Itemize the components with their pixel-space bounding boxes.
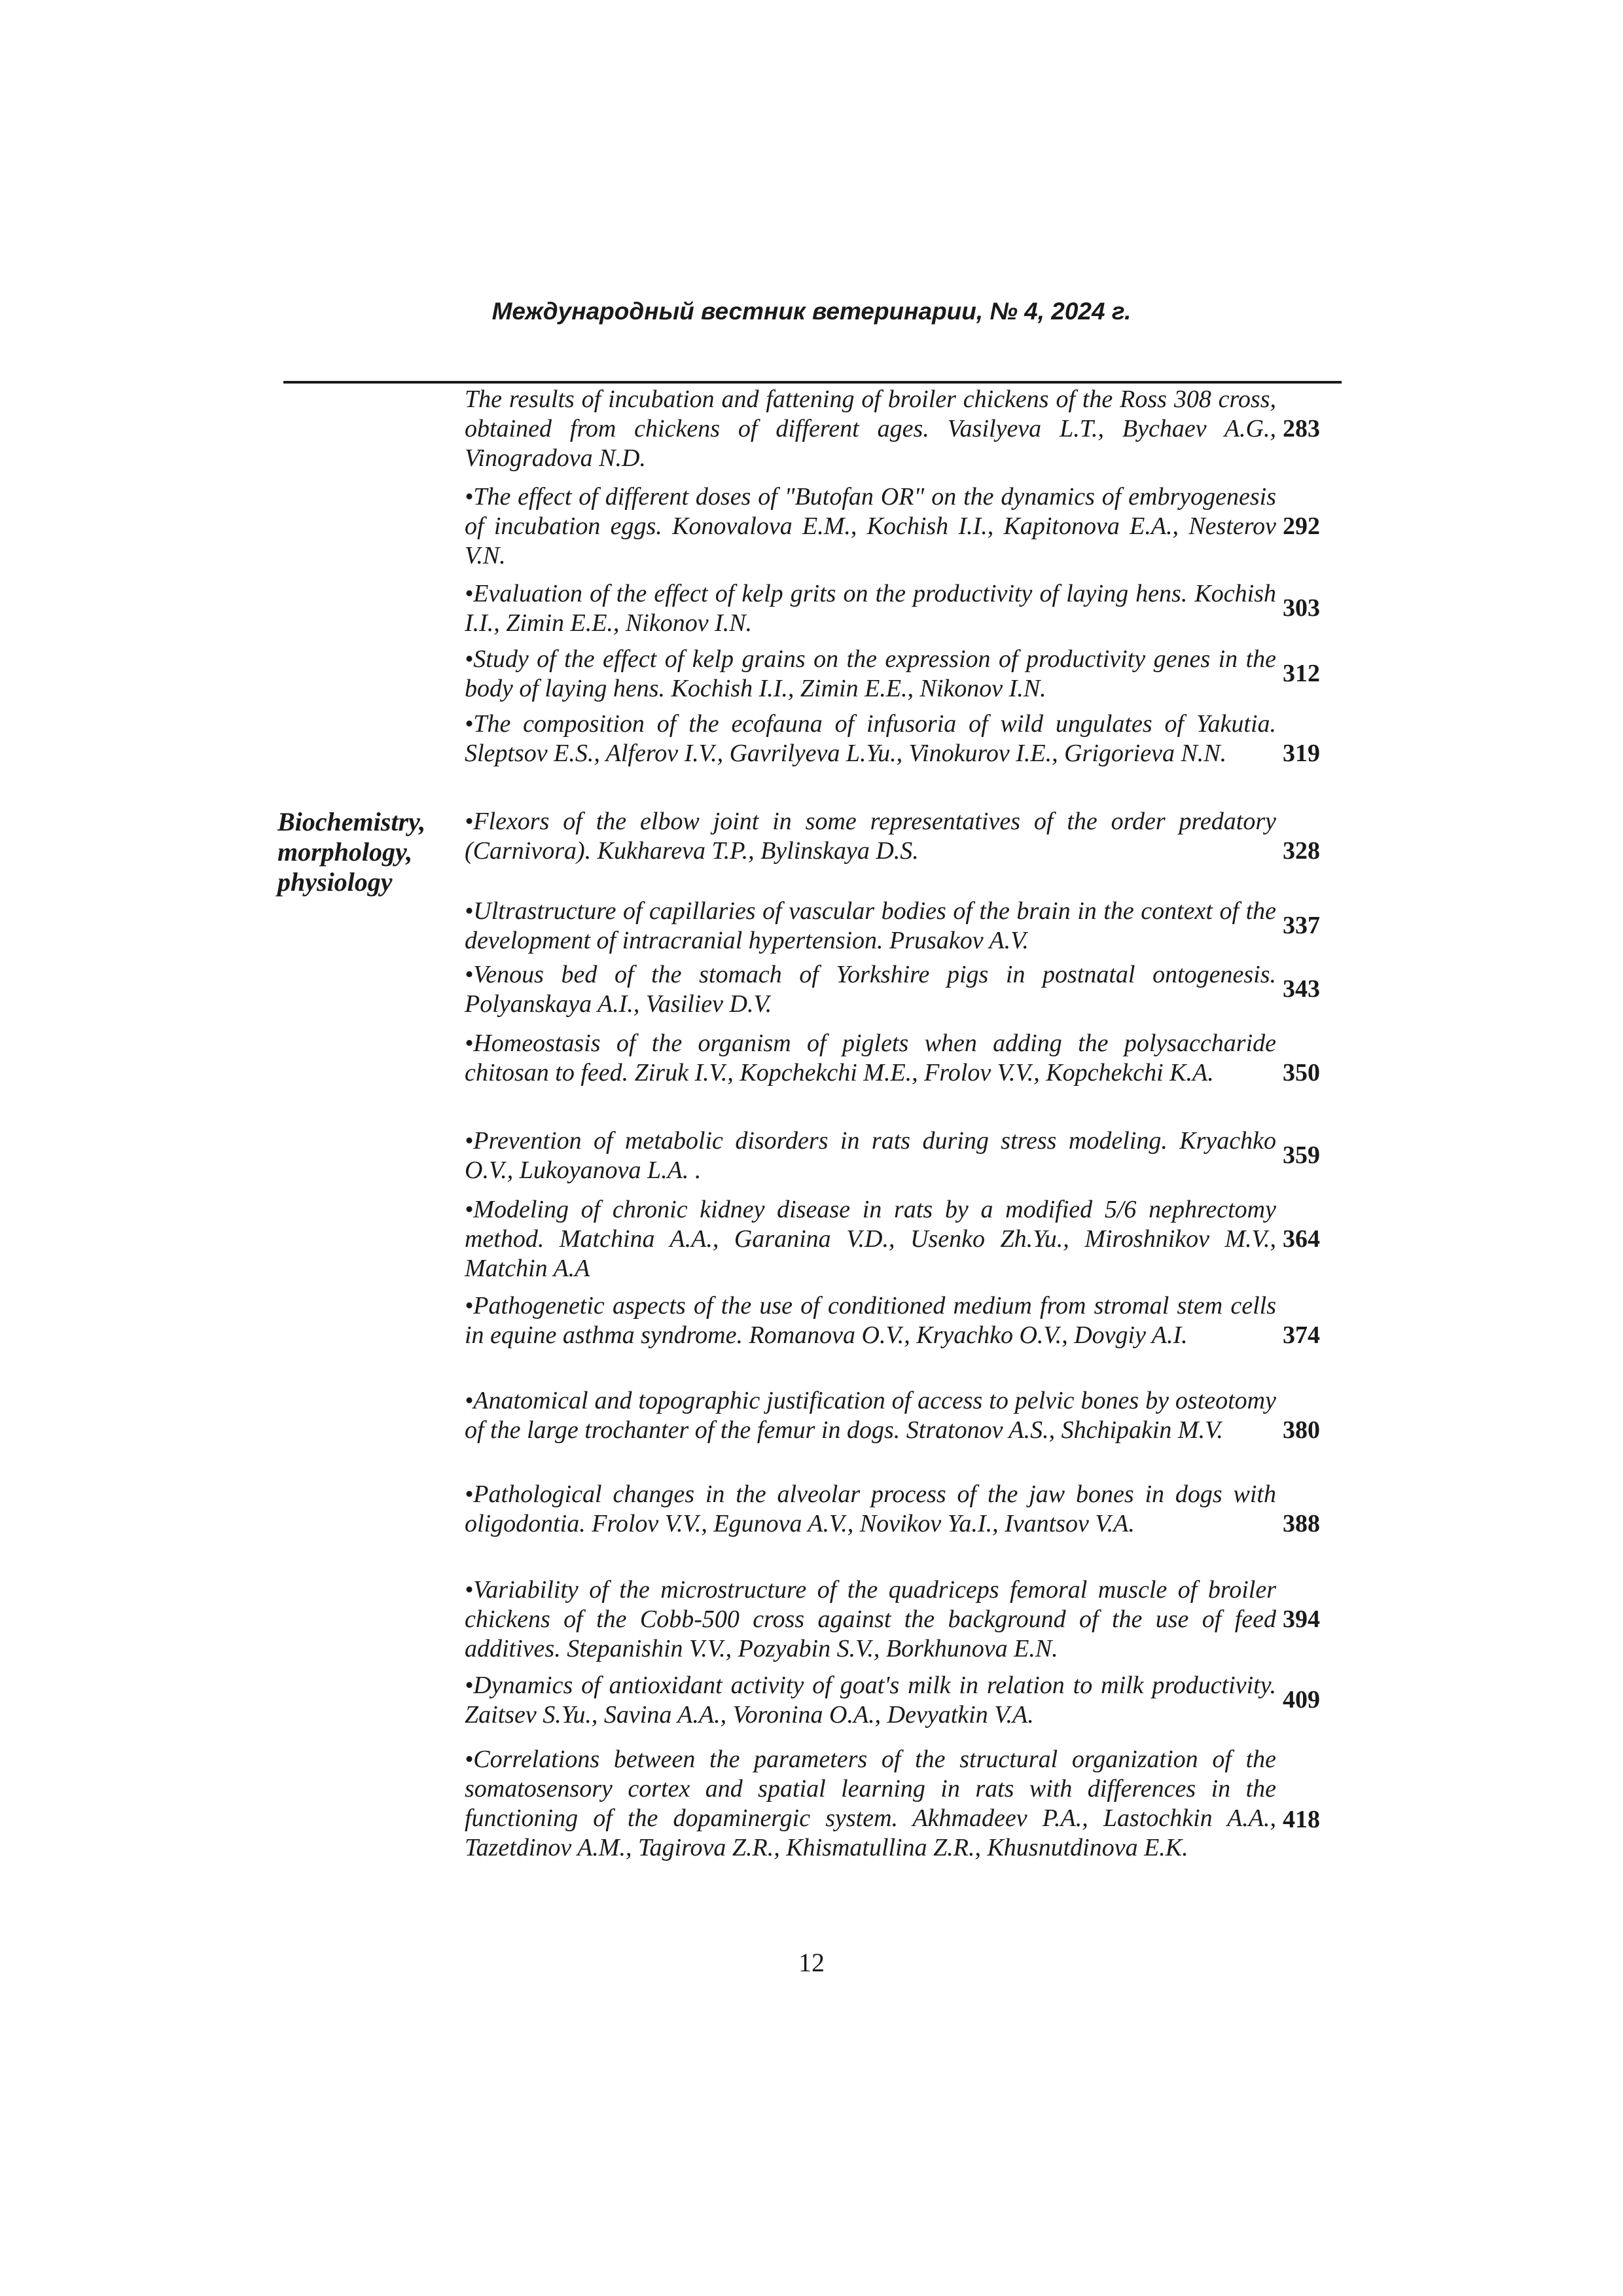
entry-page-number: 359 <box>1283 1141 1320 1169</box>
entry-page-number: 418 <box>1283 1806 1320 1833</box>
entry-text: •Prevention of metabolic disorders in rats during stress modeling. Kryachko O.V., Lukoyanova L.A. . <box>465 1127 1276 1184</box>
contents-entry <box>465 1575 1320 1664</box>
entry-text: •Evaluation of the effect of kelp grits on the productivity of laying hens. Kochish I.I., Zimin E.E., Nikonov I.N. <box>465 580 1276 637</box>
section-label: Biochemistry, morphology, physiology <box>277 807 426 897</box>
contents-entry <box>465 1126 1320 1185</box>
entry-text: •Pathological changes in the alveolar process of the jaw bones in dogs with oligodontia. Frolov V.V., Egunova A.V., Novikov Ya.I., Ivantsov V.A. <box>465 1480 1276 1537</box>
entry-page-number: 364 <box>1283 1225 1320 1253</box>
entry-page-number: 303 <box>1283 594 1320 622</box>
entry-page-number: 388 <box>1283 1510 1320 1537</box>
contents-entry <box>465 1480 1320 1539</box>
contents-entry <box>465 1029 1320 1088</box>
contents-entry <box>465 709 1320 768</box>
entry-text: •The effect of different doses of "Butofan OR" on the dynamics of embryogenesis of incubation eggs. Konovalova E.M., Kochish I.I., Kapitonova E.A., Nesterov V.N. <box>465 483 1276 569</box>
entry-text: •The composition of the ecofauna of infusoria of wild ungulates of Yakutia. Sleptsov E.S., Alferov I.V., Gavrilyeva L.Yu., Vinokurov I.E., Grigorieva N.N. <box>465 710 1276 767</box>
contents-entry <box>465 1671 1320 1730</box>
contents-entry <box>465 385 1320 473</box>
contents-entry <box>465 645 1320 704</box>
entry-text: •Homeostasis of the organism of piglets when adding the polysaccharide chitosan to feed. Ziruk I.V., Kopchekchi M.E., Frolov V.V., Kopchekchi K.A. <box>465 1030 1276 1086</box>
entry-page-number: 292 <box>1283 512 1320 540</box>
contents-entry <box>465 807 1320 866</box>
entry-text: •Venous bed of the stomach of Yorkshire pigs in postnatal ontogenesis. Polyanskaya A.I., Vasiliev D.V. <box>465 961 1276 1018</box>
entry-page-number: 283 <box>1283 415 1320 442</box>
entry-page-number: 374 <box>1283 1321 1320 1349</box>
entry-text: •Pathogenetic aspects of the use of conditioned medium from stromal stem cells in equine asthma syndrome. Romanova O.V., Kryachko O.V., Dovgiy A.I. <box>465 1292 1276 1349</box>
entry-text: •Modeling of chronic kidney disease in rats by a modified 5/6 nephrectomy method. Matchina A.A., Garanina V.D., Usenko Zh.Yu., Miroshnikov M.V., Matchin A.A <box>465 1196 1276 1282</box>
entry-page-number: 337 <box>1283 912 1320 939</box>
contents-entry <box>465 482 1320 571</box>
contents-entry <box>465 1386 1320 1445</box>
contents-entry <box>465 1291 1320 1350</box>
entry-text: •Flexors of the elbow joint in some representatives of the order predatory (Carnivora). Kukhareva T.P., Bylinskaya D.S. <box>465 808 1276 865</box>
entry-page-number: 350 <box>1283 1059 1320 1086</box>
contents-entry <box>465 1745 1320 1863</box>
entry-text: •Dynamics of antioxidant activity of goat's milk in relation to milk productivity. Zaitsev S.Yu., Savina A.A., Voronina O.A., Devyatkin V.A. <box>465 1672 1276 1729</box>
entry-page-number: 380 <box>1283 1416 1320 1444</box>
entry-text: The results of incubation and fattening of broiler chickens of the Ross 308 cross, obtained from chickens of different ages. Vasilyeva L.T., Bychaev A.G., Vinogradova N.D. <box>465 386 1276 472</box>
entry-text: •Correlations between the parameters of the structural organization of the somatosensory cortex and spatial learning in rats with differences in the functioning of the dopaminergic system. Akhmadeev P.A., Lastochkin A.A., Tazetdinov A.M., Tagirova Z.R., Khismatullina Z.R., Khusnutdinova E.K. <box>465 1746 1276 1861</box>
entry-text: •Study of the effect of kelp grains on the expression of productivity genes in the body of laying hens. Kochish I.I., Zimin E.E., Nikonov I.N. <box>465 645 1276 702</box>
entry-page-number: 319 <box>1283 740 1320 767</box>
entry-page-number: 312 <box>1283 660 1320 687</box>
contents-entry <box>465 960 1320 1019</box>
contents-entry <box>465 897 1320 956</box>
entry-page-number: 394 <box>1283 1605 1320 1633</box>
entry-page-number: 328 <box>1283 837 1320 865</box>
contents-entry <box>465 1195 1320 1283</box>
journal-header: Международный вестник ветеринарии, № 4, 2024 г. <box>491 298 1132 325</box>
entry-text: •Ultrastructure of capillaries of vascular bodies of the brain in the context of the development of intracranial hypertension. Prusakov A.V. <box>465 897 1276 954</box>
entry-page-number: 343 <box>1283 975 1320 1003</box>
contents-entry <box>465 579 1320 638</box>
page-number: 12 <box>798 1948 825 1977</box>
entry-text: •Variability of the microstructure of the quadriceps femoral muscle of broiler chickens of the Cobb-500 cross against the background of the use of feed additives. Stepanishin V.V., Pozyabin S.V., Borkhunova E.N. <box>465 1576 1276 1662</box>
entry-page-number: 409 <box>1283 1686 1320 1713</box>
entry-text: •Anatomical and topographic justification of access to pelvic bones by osteotomy of the large trochanter of the femur in dogs. Stratonov A.S., Shchipakin M.V. <box>465 1387 1276 1444</box>
